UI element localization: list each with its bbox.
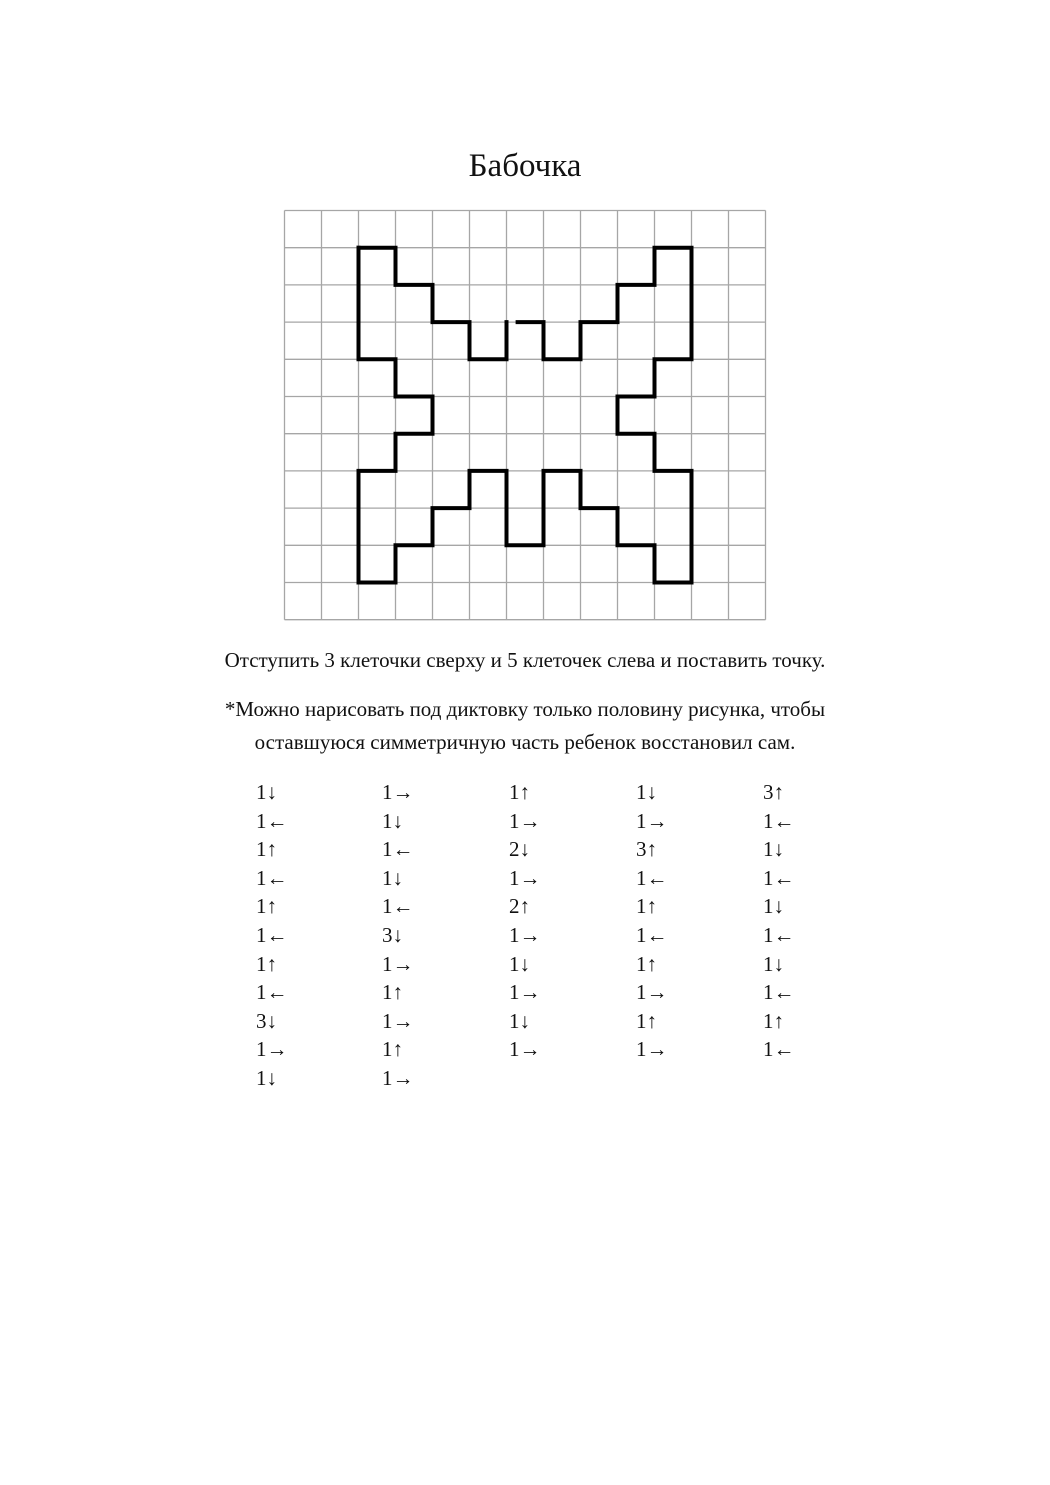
dictation-step: 1← <box>636 865 668 890</box>
dictation-step: 1↑ <box>382 1037 403 1062</box>
dictation-step: 1→ <box>382 951 414 976</box>
dictation-step: 1→ <box>509 922 541 947</box>
dictation-step: 1↓ <box>256 780 277 804</box>
steps-column <box>382 778 442 1093</box>
dictation-step: 1↑ <box>256 951 277 976</box>
steps-column <box>509 778 569 1064</box>
dictation-step: 3↑ <box>636 837 657 862</box>
dictation-step: 2↓ <box>509 837 530 862</box>
dictation-step: 1→ <box>636 1037 668 1062</box>
dictation-step: 1→ <box>509 808 541 833</box>
dictation-step: 1→ <box>382 1008 414 1033</box>
dictation-step: 1↑ <box>256 837 277 862</box>
dictation-step: 1→ <box>509 1037 541 1062</box>
dictation-step: 3↓ <box>256 1008 277 1033</box>
dictation-step: 1↓ <box>509 951 530 976</box>
dictation-step: 1← <box>763 980 795 1005</box>
dictation-step: 1← <box>256 980 288 1005</box>
dictation-step: 1← <box>763 808 795 833</box>
dictation-step: 1↑ <box>636 1008 657 1033</box>
butterfly-outline <box>359 248 692 583</box>
dictation-step: 1← <box>256 808 288 833</box>
dictation-step: 1← <box>382 837 414 862</box>
dictation-step: 1↑ <box>763 1008 784 1033</box>
dictation-step: 1↓ <box>509 1008 530 1033</box>
steps-column <box>256 778 316 1093</box>
dictation-step: 1↑ <box>256 894 277 919</box>
steps-column <box>763 778 823 1064</box>
dictation-step: 1← <box>256 922 288 947</box>
dictation-step: 1↓ <box>636 780 657 804</box>
note-line: оставшуюся симметричную часть ребенок восстановил сам. <box>254 730 796 754</box>
dictation-step: 1→ <box>382 780 414 804</box>
dictation-step: 1← <box>763 1037 795 1062</box>
steps-column <box>636 778 696 1064</box>
dictation-grid <box>0 0 1050 640</box>
page-title: Бабочка <box>468 148 582 184</box>
dictation-step: 1← <box>763 922 795 947</box>
dictation-step: 2↑ <box>509 894 530 919</box>
dictation-step: 1→ <box>382 1065 414 1090</box>
dictation-steps <box>0 778 1050 1098</box>
dictation-step: 1← <box>636 922 668 947</box>
dictation-step: 1↓ <box>256 1065 277 1090</box>
dictation-step: 1→ <box>509 980 541 1005</box>
dictation-step: 1↑ <box>636 951 657 976</box>
dictation-step: 1→ <box>636 980 668 1005</box>
note-line: *Можно нарисовать под диктовку только половину рисунка, чтобы <box>224 697 826 721</box>
dictation-step: 1↓ <box>382 808 403 833</box>
dictation-step: 1← <box>256 865 288 890</box>
dictation-step: 1↓ <box>763 894 784 919</box>
dictation-step: 1↓ <box>382 865 403 890</box>
dictation-step: 1← <box>382 894 414 919</box>
dictation-step: 1→ <box>509 865 541 890</box>
dictation-step: 1↓ <box>763 837 784 862</box>
dictation-step: 1↓ <box>763 951 784 976</box>
note-text <box>0 693 1050 759</box>
dictation-step: 3↑ <box>763 780 784 804</box>
dictation-step: 1← <box>763 865 795 890</box>
dictation-step: 1↑ <box>382 980 403 1005</box>
dictation-step: 1↑ <box>509 780 530 804</box>
dictation-step: 1→ <box>256 1037 288 1062</box>
dictation-step: 1→ <box>636 808 668 833</box>
dictation-step: 1↑ <box>636 894 657 919</box>
instruction-text: Отступить 3 клеточки сверху и 5 клеточек слева и поставить точку. <box>224 648 826 672</box>
dictation-step: 3↓ <box>382 922 403 947</box>
